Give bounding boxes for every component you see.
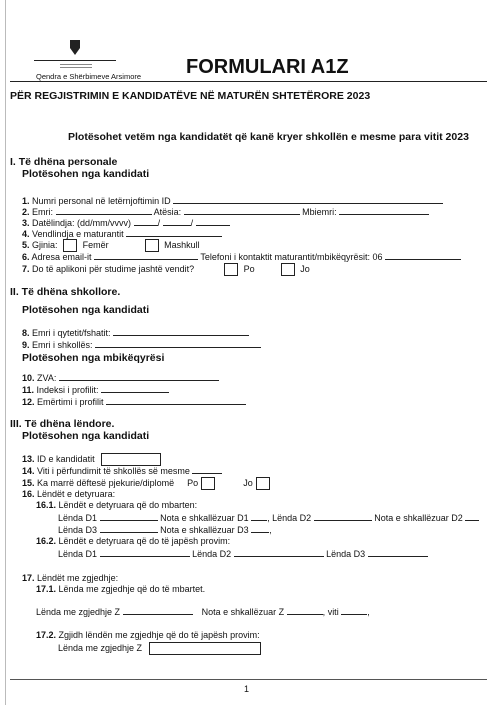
q15-row: 15. Ka marrë dëftesë pjekurie/diplomë Po Jo — [22, 477, 273, 490]
birthplace-field[interactable] — [126, 228, 222, 237]
subject-d3-field[interactable] — [100, 524, 158, 533]
exam-d1-field[interactable] — [100, 548, 190, 557]
section2-sub: Plotësohen nga kandidati — [22, 304, 150, 316]
profile-index-field[interactable] — [101, 384, 169, 393]
elective-exam-box[interactable] — [149, 642, 261, 655]
section3-sub: Plotësohen nga kandidati — [22, 430, 150, 442]
q2b-label: Atësia: — [153, 207, 182, 217]
q1-row: 1. Numri personal në letërnjoftimin ID — [22, 195, 443, 206]
birth-day-field[interactable] — [134, 217, 158, 226]
exam-d3-field[interactable] — [368, 548, 428, 557]
q171-row: 17.1. Lënda me zgjedhje që do të mbartet. — [36, 584, 206, 594]
q2-row: 2. Emri: Atësia: Mbiemri: — [22, 206, 429, 217]
elective-exam-row: Lënda me zgjedhje Z — [58, 642, 261, 655]
q7-label: Do të aplikoni për studime jashtë vendit? — [32, 263, 195, 274]
q8-row: 8. Emri i qytetit/fshatit: — [22, 327, 249, 338]
elective-subject-field[interactable] — [123, 606, 193, 615]
q161-row: 16.1. Lëndët e detyruara që do mbarten: — [36, 500, 198, 510]
form-note: Plotësohet vetëm nga kandidatët që kanë kryer shkollën e mesme para vitit 2023 — [68, 131, 469, 143]
section2-title: II. Të dhëna shkollore. — [10, 286, 121, 298]
q1-label: Numri personal në letërnjoftimin ID — [32, 196, 171, 206]
email-field[interactable] — [94, 251, 198, 260]
subject-d2-field[interactable] — [314, 512, 372, 521]
logo-emblem — [68, 38, 82, 56]
q6b-label: Telefoni i kontaktit maturantit/mbikëqyrësit: 06 — [200, 252, 383, 262]
q5-label: Gjinia: — [32, 239, 58, 250]
personal-id-field[interactable] — [173, 195, 443, 204]
section1-title: I. Të dhëna personale — [10, 156, 118, 168]
q16-row: 16. Lëndët e detyruara: — [22, 489, 116, 499]
logo-underline — [34, 60, 116, 61]
graduation-year-field[interactable] — [192, 465, 222, 474]
elective-carried-row: Lënda me zgjedhje Z Nota e shkallëzuar Z , viti , — [36, 607, 370, 617]
section2-sub2: Plotësohen nga mbikëqyrësi — [22, 352, 165, 364]
header-rule — [10, 81, 487, 82]
footer-rule — [10, 679, 487, 680]
q7-row: 7. Do të aplikoni për studime jashtë vendit? Po Jo — [22, 263, 310, 276]
abroad-no-checkbox[interactable] — [281, 263, 295, 276]
institution-name: Qendra e Shërbimeve Arsimore — [36, 72, 142, 81]
left-margin-line — [5, 0, 6, 705]
q11-row: 11. Indeksi i profilit: — [22, 384, 169, 395]
name-field[interactable] — [56, 206, 152, 215]
abroad-yes-checkbox[interactable] — [224, 263, 238, 276]
city-field[interactable] — [113, 327, 249, 336]
diploma-no-checkbox[interactable] — [256, 477, 270, 490]
q14-row: 14. Viti i përfundimit të shkollës së mesme — [22, 465, 222, 476]
profile-name-field[interactable] — [106, 396, 246, 405]
q10-row: 10. ZVA: — [22, 372, 219, 383]
q9-row: 9. Emri i shkollës: — [22, 339, 261, 350]
elective-year-field[interactable] — [341, 606, 367, 615]
school-name-field[interactable] — [95, 339, 261, 348]
section3-title: III. Të dhëna lëndore. — [10, 418, 115, 430]
mandatory-exam-row: Lënda D1 Lënda D2 Lënda D3 — [58, 548, 428, 559]
logo-text-lines — [60, 64, 92, 70]
q3-label: Datëlindja: (dd/mm/vvvv) — [32, 218, 132, 228]
exam-d2-field[interactable] — [234, 548, 324, 557]
page-number: 1 — [244, 684, 250, 694]
q3-row: 3. Datëlindja: (dd/mm/vvvv) / / — [22, 217, 230, 228]
mandatory-carried-row2: Lënda D3 Nota e shkallëzuar D3 , — [58, 525, 272, 535]
birth-year-field[interactable] — [196, 217, 230, 226]
q12-row: 12. Emërtimi i profilit — [22, 396, 246, 407]
q17-row: 17. Lëndët me zgjedhje: — [22, 573, 119, 583]
q172-row: 17.2. Zgjidh lëndën me zgjedhje që do të japësh provim: — [36, 630, 260, 640]
father-name-field[interactable] — [184, 206, 300, 215]
q162-row: 16.2. Lëndët e detyruara që do të japësh provim: — [36, 536, 231, 546]
mandatory-carried-row1: Lënda D1 Nota e shkallëzuar D1 , Lënda D2 Nota e shkallëzuar D2 — [58, 512, 479, 523]
form-subtitle: PËR REGJISTRIMIN E KANDIDATËVE NË MATURËN SHTETËRORE 2023 — [10, 90, 371, 102]
grade-d2-field[interactable] — [465, 512, 479, 521]
diploma-yes-checkbox[interactable] — [201, 477, 215, 490]
q2c-label: Mbiemri: — [302, 207, 337, 217]
q13-row: 13. ID e kandidatit — [22, 453, 161, 466]
zva-field[interactable] — [59, 372, 219, 381]
phone-field[interactable] — [385, 251, 461, 260]
form-title: FORMULARI A1Z — [186, 56, 349, 78]
surname-field[interactable] — [339, 206, 429, 215]
grade-d3-field[interactable] — [251, 524, 269, 533]
birth-month-field[interactable] — [163, 217, 191, 226]
section1-sub: Plotësohen nga kandidati — [22, 168, 150, 180]
q2-label: Emri: — [32, 207, 54, 217]
q4-row: 4. Vendlindja e maturantit — [22, 228, 222, 239]
q4-label: Vendlindja e maturantit — [32, 229, 124, 239]
elective-grade-field[interactable] — [287, 606, 323, 615]
q6-row: 6. Adresa email-it Telefoni i kontaktit maturantit/mbikëqyrësit: 06 — [22, 251, 461, 262]
subject-d1-field[interactable] — [100, 512, 158, 521]
grade-d1-field[interactable] — [251, 512, 267, 521]
q5-row: 5. Gjinia: Femër Mashkull — [22, 239, 200, 252]
q6-label: Adresa email-it — [31, 252, 92, 262]
